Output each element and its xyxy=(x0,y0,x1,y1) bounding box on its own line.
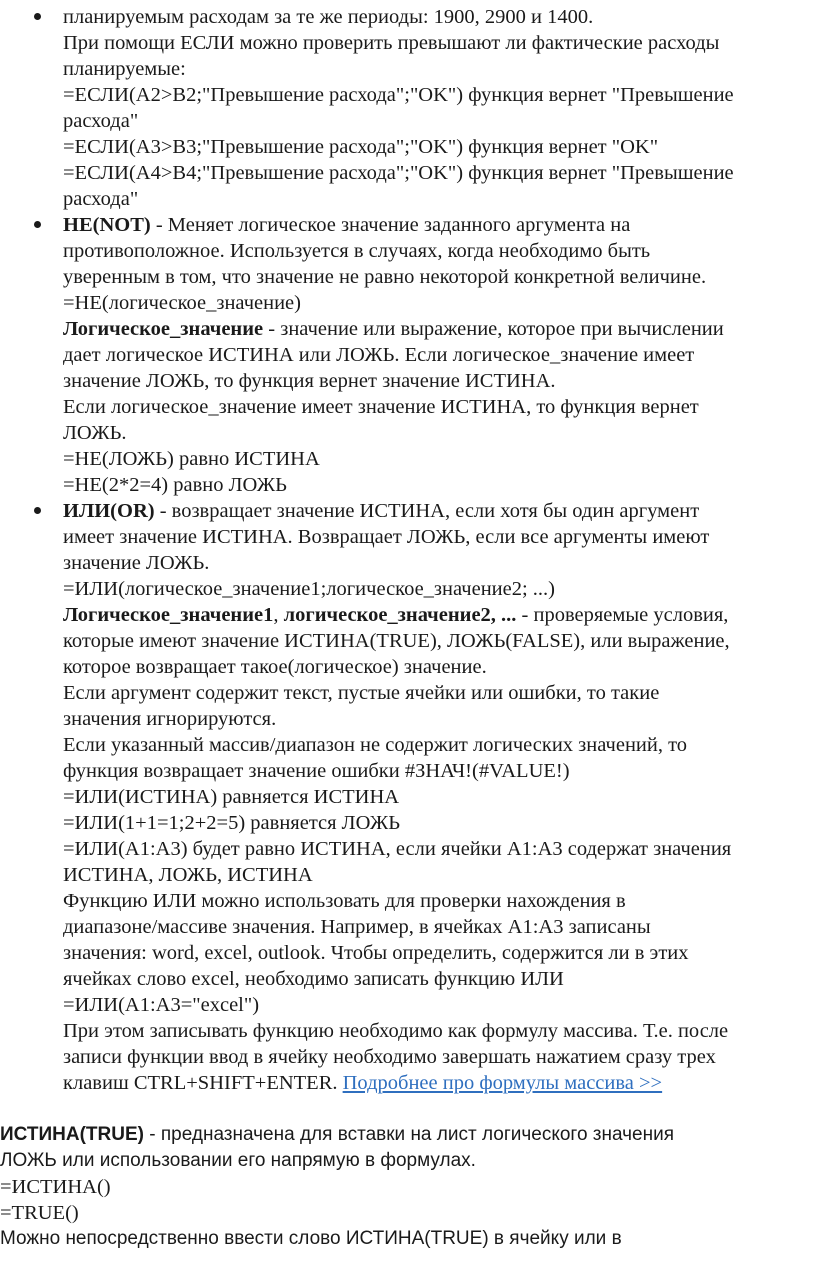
argument-separator: , xyxy=(273,604,284,626)
argument-desc: - проверяемые условия, xyxy=(516,604,729,626)
or-heading-line xyxy=(63,498,699,524)
text-line: которые имеют значение ИСТИНА(TRUE), ЛОЖЬ(FALSE), или выражение, xyxy=(63,630,730,652)
text-line: записи функции ввод в ячейку необходимо завершать нажатием сразу трех xyxy=(63,1046,716,1068)
text-line: При помощи ЕСЛИ можно проверить превышают ли фактические расходы xyxy=(63,32,720,54)
text-line: ЛОЖЬ. xyxy=(63,422,127,444)
formula-line: =ИЛИ(A1:A3) будет равно ИСТИНА, если ячейки A1:A3 содержат значения xyxy=(63,838,732,860)
text-line: Если логическое_значение имеет значение ИСТИНА, то функция вернет xyxy=(63,396,699,418)
formula-line: =ЕСЛИ(A3>B3;"Превышение расхода";"OK") функция вернет "OK" xyxy=(63,136,659,158)
text-line: значения игнорируются. xyxy=(63,708,277,730)
text-line: значения: word, excel, outlook. Чтобы определить, содержится ли в этих xyxy=(63,942,689,964)
formula-line: =ЕСЛИ(A4>B4;"Превышение расхода";"OK") функция вернет "Превышение xyxy=(63,162,734,184)
bullet-marker xyxy=(34,13,41,20)
argument-ellipsis: , ... xyxy=(490,604,517,626)
argument-name-1: Логическое_значение1 xyxy=(63,604,274,626)
text-line: ЛОЖЬ или использовании его напрямую в формулах. xyxy=(0,1150,476,1171)
text-line: Если аргумент содержит текст, пустые ячейки или ошибки, то такие xyxy=(63,682,660,704)
bullet-marker xyxy=(34,507,41,514)
formula-line: =НЕ(логическое_значение) xyxy=(63,292,301,314)
text-line: планируемым расходам за те же периоды: 1900, 2900 и 1400. xyxy=(63,6,594,28)
text-line: ячейках слово excel, необходимо записать функцию ИЛИ xyxy=(63,968,564,990)
text-line: Можно непосредственно ввести слово ИСТИНА(TRUE) в ячейку или в xyxy=(0,1228,622,1249)
array-formulas-link[interactable]: Подробнее про формулы массива >> xyxy=(342,1072,663,1094)
not-heading-line xyxy=(63,212,630,238)
bullet-marker xyxy=(34,221,41,228)
formula-line: =НЕ(ЛОЖЬ) равно ИСТИНА xyxy=(63,448,320,470)
or-argument-line xyxy=(63,602,728,628)
true-intro: - предназначена для вставки на лист логического значения xyxy=(143,1124,674,1145)
function-name-or: ИЛИ(OR) xyxy=(63,500,155,522)
text-line: дает логическое ИСТИНА или ЛОЖЬ. Если логическое_значение имеет xyxy=(63,344,695,366)
true-heading-line xyxy=(0,1122,674,1148)
argument-name-2: логическое_значение2 xyxy=(283,604,491,626)
not-intro: - Меняет логическое значение заданного аргумента на xyxy=(150,214,631,236)
text-line: противоположное. Используется в случаях, когда необходимо быть xyxy=(63,240,651,262)
function-name-not: НЕ(NOT) xyxy=(63,214,151,236)
formula-line: =ИЛИ(A1:A3="excel") xyxy=(63,994,260,1016)
keyboard-shortcut-text: клавиш CTRL+SHIFT+ENTER. xyxy=(63,1072,343,1094)
formula-line: =TRUE() xyxy=(0,1202,79,1224)
text-line: диапазоне/массиве значения. Например, в ячейках A1:A3 записаны xyxy=(63,916,651,938)
text-line: Если указанный массив/диапазон не содержит логических значений, то xyxy=(63,734,688,756)
or-intro: - возвращает значение ИСТИНА, если хотя бы один аргумент xyxy=(154,500,700,522)
text-line: которое возвращает такое(логическое) значение. xyxy=(63,656,487,678)
argument-desc: - значение или выражение, которое при вычислении xyxy=(263,318,724,340)
formula-line: =ИЛИ(ИСТИНА) равняется ИСТИНА xyxy=(63,786,400,808)
text-line: значение ЛОЖЬ, то функция вернет значение ИСТИНА. xyxy=(63,370,556,392)
not-argument-line xyxy=(63,316,724,342)
text-line: ИСТИНА, ЛОЖЬ, ИСТИНА xyxy=(63,864,313,886)
formula-line: расхода" xyxy=(63,188,139,210)
argument-name: Логическое_значение xyxy=(63,318,264,340)
formula-line: =ИСТИНА() xyxy=(0,1176,111,1198)
text-line: функция возвращает значение ошибки #ЗНАЧ!(#VALUE!) xyxy=(63,760,570,782)
function-name-true: ИСТИНА(TRUE) xyxy=(0,1124,144,1145)
formula-line: расхода" xyxy=(63,110,139,132)
text-line: уверенным в том, что значение не равно некоторой конкретной величине. xyxy=(63,266,707,288)
formula-line: =ИЛИ(1+1=1;2+2=5) равняется ЛОЖЬ xyxy=(63,812,401,834)
text-line: имеет значение ИСТИНА. Возвращает ЛОЖЬ, если все аргументы имеют xyxy=(63,526,710,548)
text-line: При этом записывать функцию необходимо как формулу массива. Т.е. после xyxy=(63,1020,729,1042)
text-line-with-link xyxy=(63,1070,662,1096)
formula-line: =ЕСЛИ(A2>B2;"Превышение расхода";"OK") функция вернет "Превышение xyxy=(63,84,734,106)
text-line: Функцию ИЛИ можно использовать для проверки нахождения в xyxy=(63,890,626,912)
text-line: значение ЛОЖЬ. xyxy=(63,552,210,574)
formula-line: =НЕ(2*2=4) равно ЛОЖЬ xyxy=(63,474,287,496)
text-line: планируемые: xyxy=(63,58,186,80)
formula-line: =ИЛИ(логическое_значение1;логическое_значение2; ...) xyxy=(63,578,555,600)
